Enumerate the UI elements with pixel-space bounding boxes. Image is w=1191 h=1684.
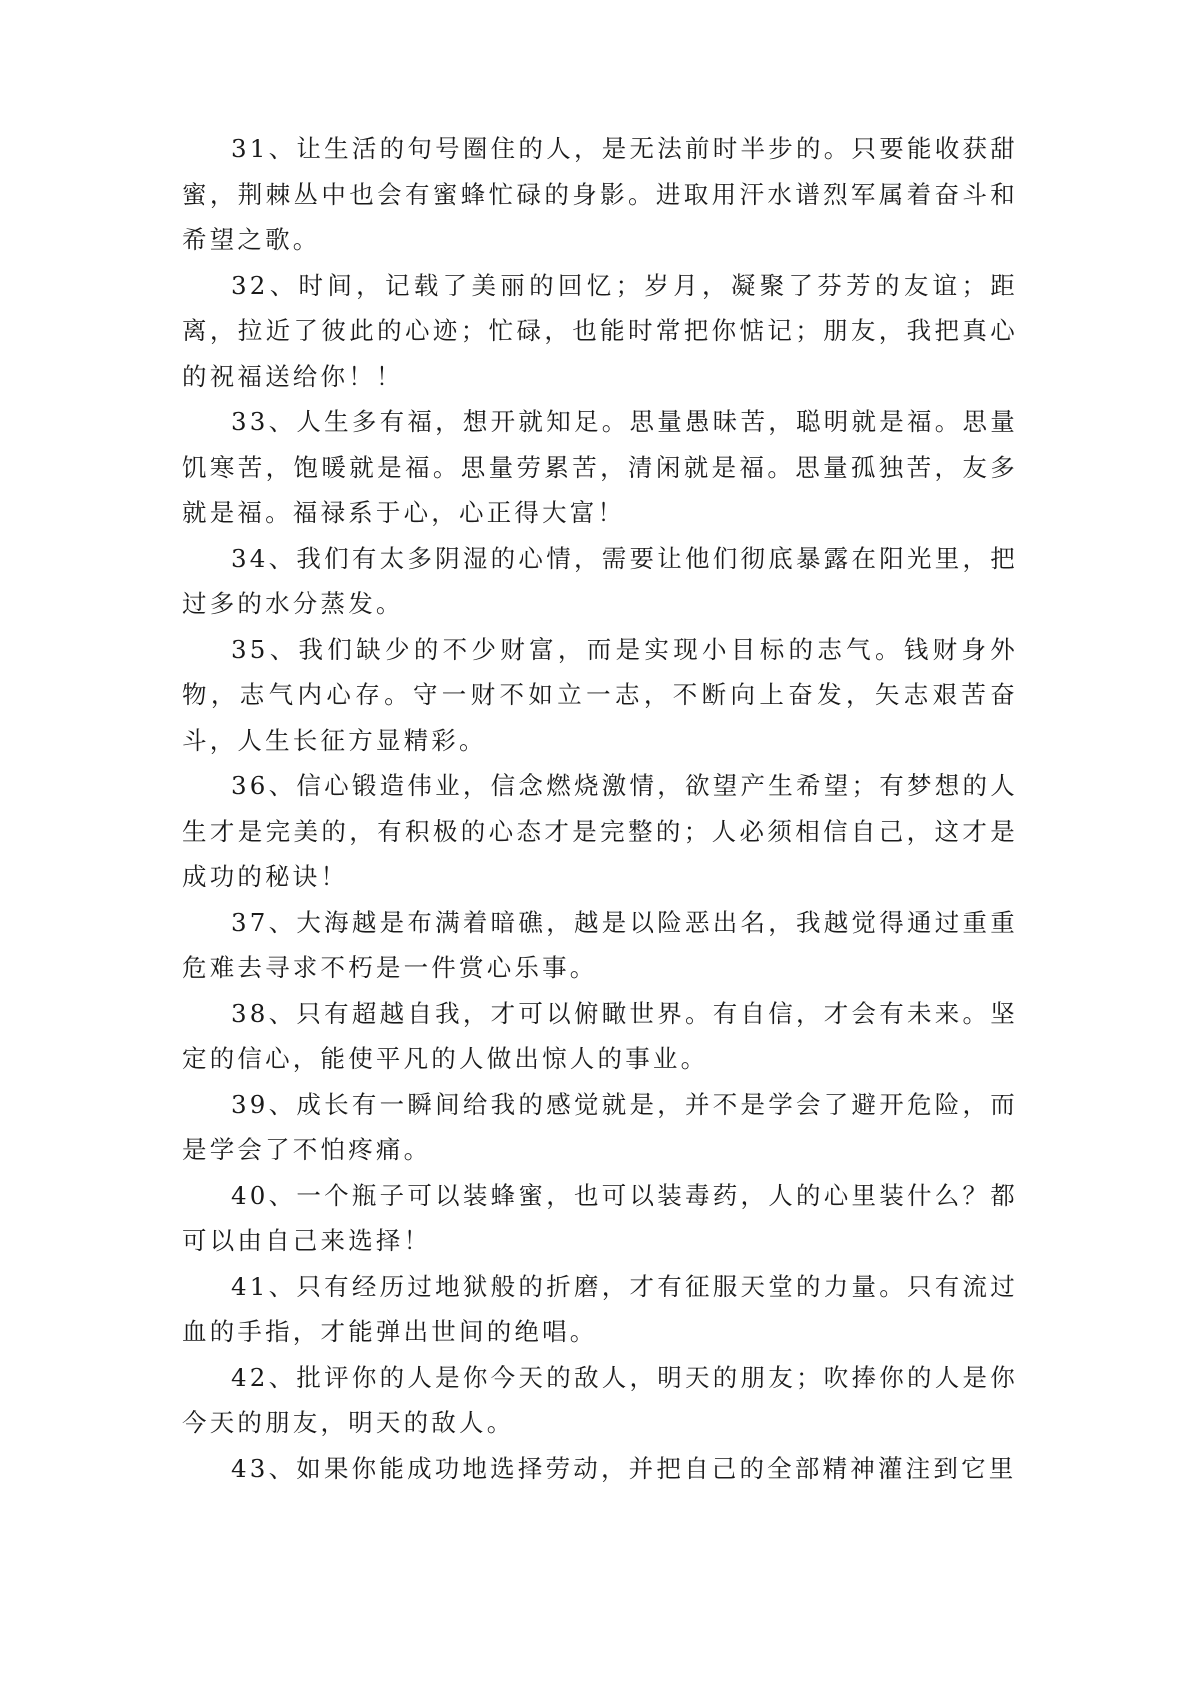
paragraph-34: 34、我们有太多阴湿的心情，需要让他们彻底暴露在阳光里，把过多的水分蒸发。 [182,543,1018,618]
paragraph-36: 36、信心锻造伟业，信念燃烧激情，欲望产生希望；有梦想的人生才是完美的，有积极的心态才是完整的；人必须相信自己，这才是成功的秘诀！ [182,771,1018,891]
paragraph-39: 39、成长有一瞬间给我的感觉就是，并不是学会了避开危险，而是学会了不怕疼痛。 [182,1089,1018,1164]
paragraph-42: 42、批评你的人是你今天的敌人，明天的朋友；吹捧你的人是你今天的朋友，明天的敌人。 [182,1362,1018,1437]
document-body [182,126,1018,1491]
paragraph-40: 40、一个瓶子可以装蜂蜜，也可以装毒药，人的心里装什么？都可以由自己来选择！ [182,1180,1018,1255]
paragraph-31: 31、让生活的句号圈住的人，是无法前时半步的。只要能收获甜蜜，荆棘丛中也会有蜜蜂忙碌的身影。进取用汗水谱烈军属着奋斗和希望之歌。 [182,134,1018,254]
paragraph-32: 32、时间，记载了美丽的回忆；岁月，凝聚了芬芳的友谊；距离，拉近了彼此的心迹；忙碌，也能时常把你惦记；朋友，我把真心的祝福送给你！！ [182,270,1018,391]
paragraph-41: 41、只有经历过地狱般的折磨，才有征服天堂的力量。只有流过血的手指，才能弹出世间的绝唱。 [182,1271,1018,1346]
paragraph-37: 37、大海越是布满着暗礁，越是以险恶出名，我越觉得通过重重危难去寻求不朽是一件赏心乐事。 [182,907,1018,982]
paragraph-35: 35、我们缺少的不少财富，而是实现小目标的志气。钱财身外物，志气内心存。守一财不如立一志，不断向上奋发，矢志艰苦奋斗，人生长征方显精彩。 [182,634,1018,755]
paragraph-38: 38、只有超越自我，才可以俯瞰世界。有自信，才会有未来。坚定的信心，能使平凡的人做出惊人的事业。 [182,998,1018,1073]
paragraph-33: 33、人生多有福，想开就知足。思量愚昧苦，聪明就是福。思量饥寒苦，饱暖就是福。思量劳累苦，清闲就是福。思量孤独苦，友多就是福。福禄系于心，心正得大富！ [182,407,1018,527]
paragraph-43: 43、如果你能成功地选择劳动，并把自己的全部精神灌注到它里 [231,1453,1017,1483]
